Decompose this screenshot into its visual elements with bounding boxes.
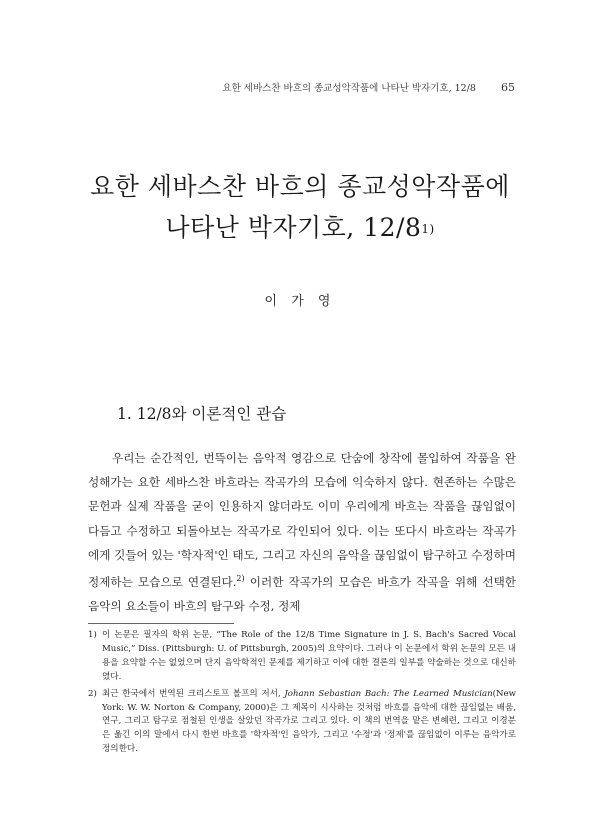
- footnote-number: 2): [88, 688, 97, 699]
- footnote-1: [88, 629, 516, 685]
- footnote-number: 1): [88, 630, 97, 640]
- body-text-part-2: 이러한 작곡가의 모습은 바흐가 작곡을 위해 선택한 음악의 요소들이 바흐의 탐구와 수정, 정제: [88, 574, 516, 614]
- page-number: 65: [501, 81, 515, 94]
- running-title: 요한 세바스찬 바흐의 종교성악작품에 나타난 박자기호, 12/8: [222, 83, 476, 94]
- footnote-text: 최근 한국에서 번역된 크리스토프 볼프의 저서,: [102, 688, 285, 699]
- footnotes: [88, 629, 516, 760]
- title-line-1: 요한 세바스찬 바흐의 종교성악작품에: [90, 172, 510, 201]
- footnote-divider: [88, 623, 234, 624]
- body-text-part-1: 우리는 순간적인, 번뜩이는 음악적 영감으로 단숨에 창작에 몰입하여 작품을 완성해가는 요한 세바스찬 바흐라는 작곡가의 모습에 익숙하지 않다. 현존하는 수많은 문헌과 실제 작품을 굳이 인용하지 않더라도 이미 우리에게 바흐는 작품을 끊임없이 다듬고 수정하고 되돌아보는 작곡가로 각인되어 있다. 이는 또다시 바흐라는 작곡가에게 깃들어 있는 '학자적'인 태도, 그리고 자신의 음악을 끊임없이 탐구하고 수정하며 정제하는 모습으로 연결된다.: [88, 451, 516, 589]
- article-title: [0, 166, 600, 248]
- author-name: 이 가 영: [264, 294, 336, 309]
- body-paragraph: [88, 446, 516, 618]
- running-head: [222, 80, 515, 94]
- body-text: [88, 446, 516, 618]
- footnote-text: 이 논문은 필자의 학위 논문, “The Role of the 12/8 Time Signature in J. S. Bach's Sacred Vocal Music,” Diss. (Pittsburgh: U. of Pittsburgh, 2005)의 요약이다. 그러나 이 논문에서 학위 논문의 모든 내용을 요약할 수는 없었으며 단지 음악학적인 문제를 제기하고 이에 대한 결론의 일부를 약술하는 것으로 대신하였다.: [102, 630, 516, 682]
- footnote-text-cont: (New York: W. W. Norton & Company, 2000)은 그 제목이 시사하는 것처럼 바흐를 음악에 대한 끊임없는 배움, 연구, 그리고 탐구로 점철된 인생을 살았던 작곡가로 그리고 있다. 이 책의 번역을 맡은 변혜련, 그리고 이경분은 옮긴 이의 말에서 다시 한번 바흐를 '학자적'인 음악가, 그리고 '수정'과 '정제'를 끊임없이 이루는 음악가로 정의한다.: [102, 688, 516, 755]
- footnote-2: [88, 688, 516, 758]
- title-footnote-mark[interactable]: 1): [421, 222, 435, 236]
- title-line-2: [0, 207, 600, 248]
- section-heading: 1. 12/8와 이론적인 관습: [117, 405, 287, 423]
- body-footnote-mark[interactable]: 2): [236, 574, 245, 584]
- title-line-2-text: 나타난 박자기호, 12/8: [165, 213, 422, 242]
- footnote-book-title: Johann Sebastian Bach: The Learned Musician: [284, 688, 493, 699]
